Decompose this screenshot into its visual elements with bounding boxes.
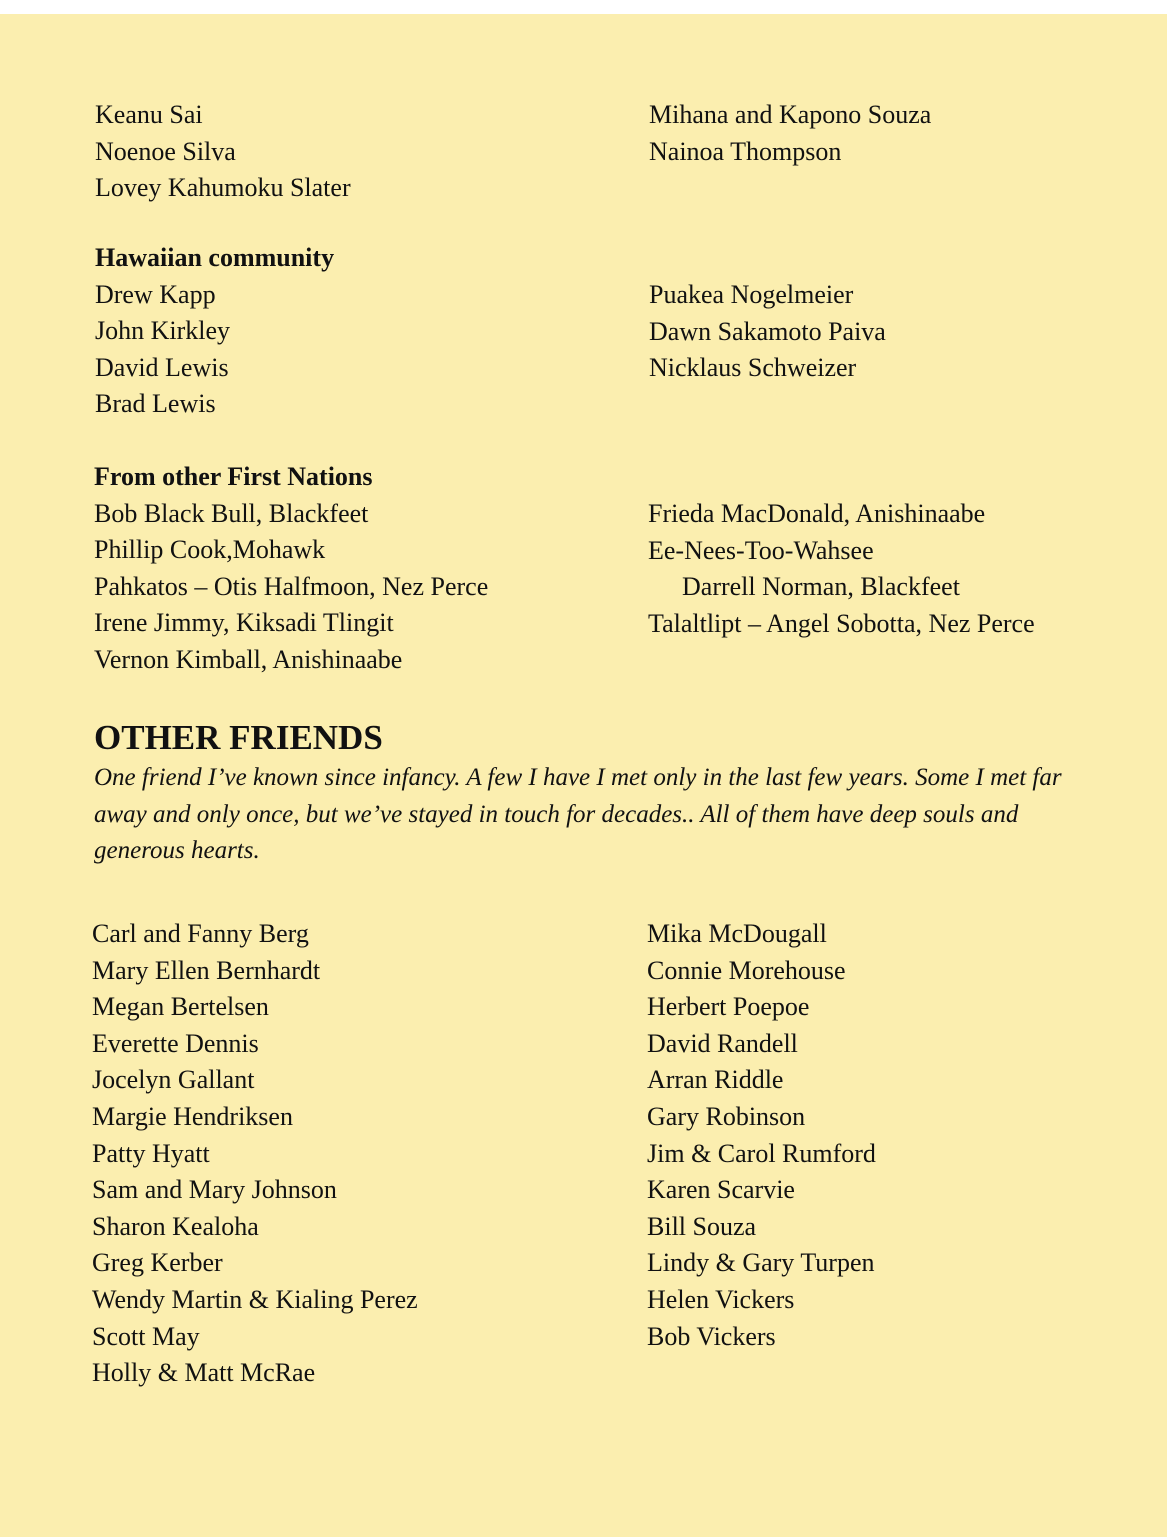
name-item: Nicklaus Schweizer	[649, 353, 857, 383]
name-item: Karen Scarvie	[647, 1175, 795, 1205]
name-item: Bob Black Bull, Blackfeet	[94, 498, 369, 528]
top-names-left-column	[95, 97, 351, 207]
hawaiian-community-right-column	[649, 277, 886, 387]
name-item: Jocelyn Gallant	[92, 1065, 255, 1095]
name-item: David Lewis	[95, 352, 229, 382]
name-item: Megan Bertelsen	[92, 992, 269, 1022]
name-item: Patty Hyatt	[92, 1138, 210, 1168]
name-item: Mihana and Kapono Souza	[649, 100, 932, 129]
name-item: Jim & Carol Rumford	[647, 1138, 876, 1168]
first-nations-heading: From other First Nations	[94, 462, 373, 491]
name-item: Vernon Kimball, Anishinaabe	[94, 644, 403, 674]
name-item: Everette Dennis	[92, 1028, 259, 1058]
name-item: Mika McDougall	[647, 919, 827, 948]
name-item: Nainoa Thompson	[649, 136, 842, 166]
first-nations-right-column	[648, 496, 1035, 642]
name-item: Gary Robinson	[647, 1101, 806, 1131]
name-item: Dawn Sakamoto Paiva	[649, 316, 886, 346]
name-item: Keanu Sai	[95, 100, 203, 129]
name-item: Helen Vickers	[647, 1284, 795, 1314]
name-item: Sam and Mary Johnson	[92, 1175, 337, 1205]
name-item: Greg Kerber	[92, 1248, 223, 1278]
name-item: Pahkatos – Otis Halfmoon, Nez Perce	[94, 571, 489, 601]
name-item: Drew Kapp	[95, 279, 216, 309]
name-item: Sharon Kealoha	[92, 1211, 259, 1241]
name-item: Connie Morehouse	[647, 955, 846, 985]
name-item: Irene Jimmy, Kiksadi Tlingit	[94, 608, 394, 638]
name-item: Darrell Norman, Blackfeet	[682, 572, 960, 602]
top-names-right-column	[649, 97, 931, 170]
name-item: Talaltlipt – Angel Sobotta, Nez Perce	[648, 608, 1035, 638]
name-item: Herbert Poepoe	[647, 992, 810, 1022]
name-item: Frieda MacDonald, Anishinaabe	[648, 499, 986, 528]
other-friends-intro: One friend I’ve known since infancy. A few I have I met only in the last few years. Some I met far away and only once, but we’ve stayed in touch for decades.. All of them have deep souls and generous hearts.	[94, 764, 1062, 864]
name-item: Ee-Nees-Too-Wahsee	[648, 535, 874, 565]
name-item: Brad Lewis	[95, 389, 216, 419]
other-friends-left-column	[92, 916, 418, 1392]
name-item: Phillip Cook,Mohawk	[94, 535, 326, 565]
name-item: Bob Vickers	[647, 1321, 776, 1351]
name-item: Arran Riddle	[647, 1065, 784, 1095]
name-item: Lovey Kahumoku Slater	[95, 173, 351, 203]
name-item: Wendy Martin & Kialing Perez	[92, 1284, 418, 1314]
name-item: John Kirkley	[95, 316, 231, 346]
document-page	[0, 14, 1167, 1537]
name-item: Mary Ellen Bernhardt	[92, 955, 321, 985]
name-item: Scott May	[92, 1321, 200, 1351]
first-nations-left-column	[94, 459, 488, 679]
name-item: Holly & Matt McRae	[92, 1358, 316, 1388]
hawaiian-community-left-column	[95, 240, 334, 423]
other-friends-heading: OTHER FRIENDS	[94, 718, 383, 757]
name-item: Margie Hendriksen	[92, 1101, 293, 1131]
name-item: Bill Souza	[647, 1211, 757, 1241]
name-item: Lindy & Gary Turpen	[647, 1248, 875, 1278]
hawaiian-community-heading: Hawaiian community	[95, 243, 335, 272]
name-item: David Randell	[647, 1028, 798, 1058]
name-item: Puakea Nogelmeier	[649, 280, 854, 309]
other-friends-right-column	[647, 916, 876, 1355]
name-item: Noenoe Silva	[95, 136, 236, 166]
name-item: Carl and Fanny Berg	[92, 919, 309, 948]
